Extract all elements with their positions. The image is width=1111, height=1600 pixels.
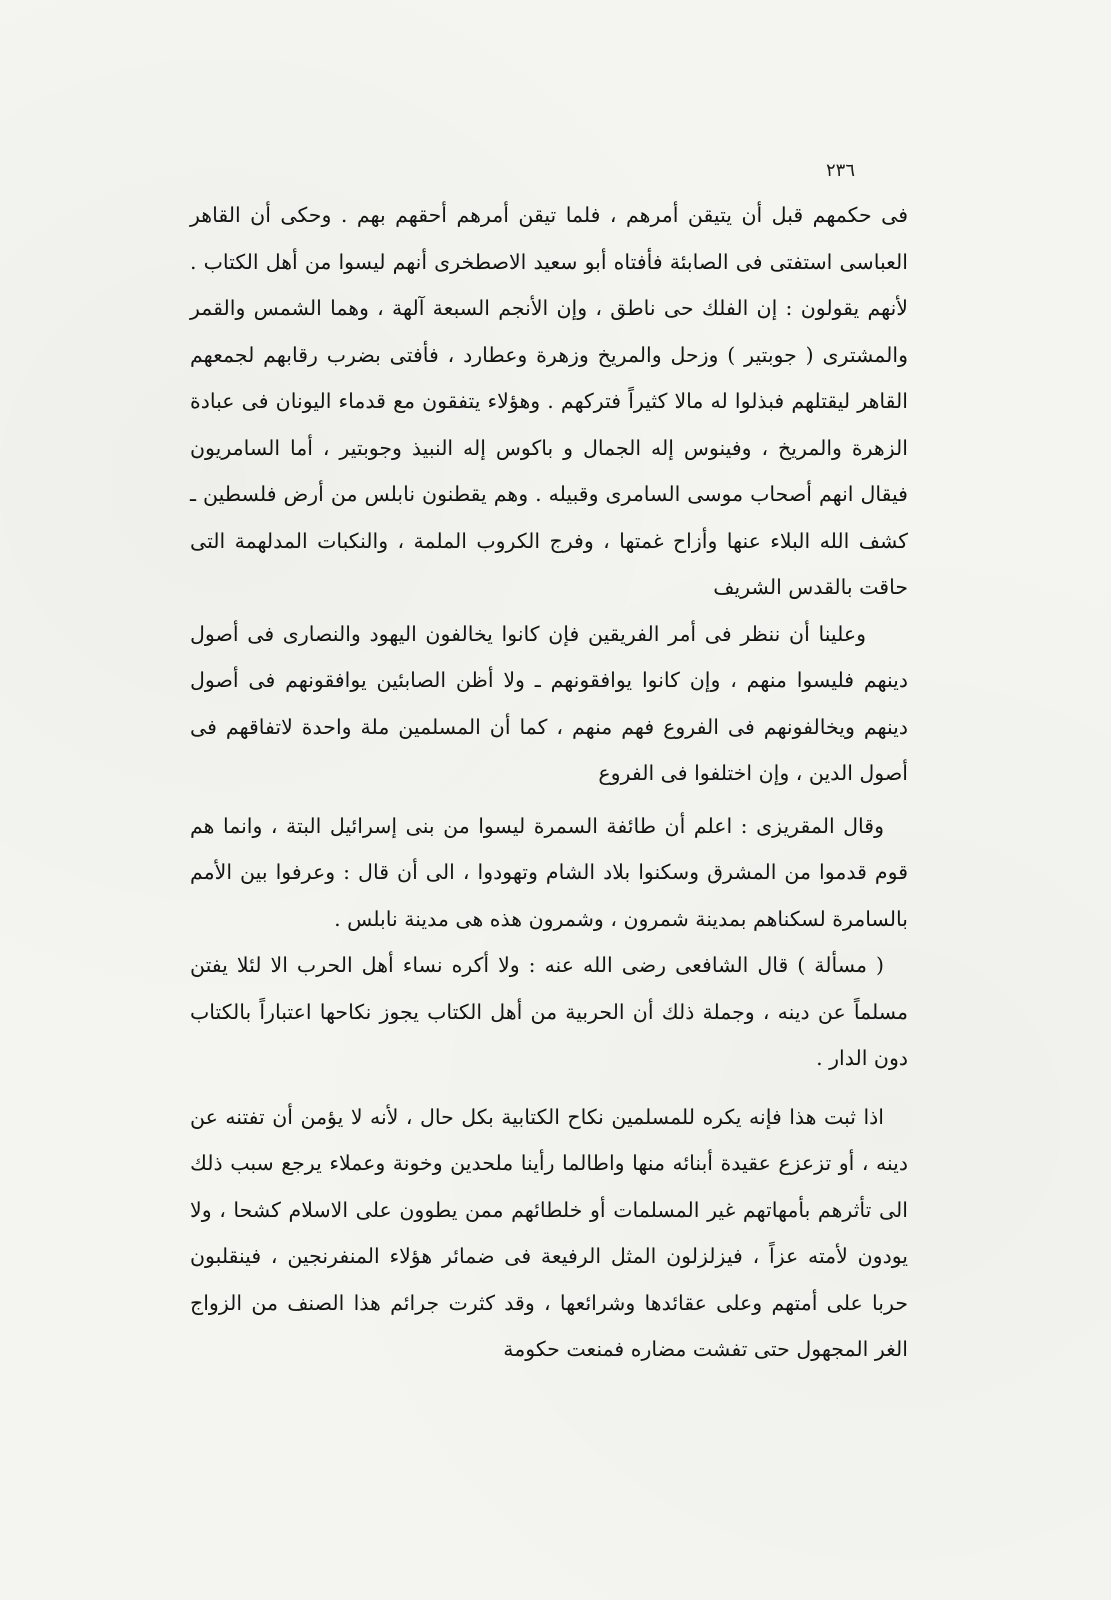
paragraph-4: ( مسألة ) قال الشافعى رضى الله عنه : ولا أكره نساء أهل الحرب الا لئلا يفتن مسلماً عن دينه ، وجملة ذلك أن الحربية من أهل الكتاب يجوز نكاحها اعتباراً بالكتاب دون الدار . xyxy=(190,953,908,1070)
page-number: ٢٣٦ xyxy=(826,160,856,181)
paragraph-2: وعلينا أن ننظر فى أمر الفريقين فإن كانوا يخالفون اليهود والنصارى فى أصول دينهم فليسوا منهم ، وإن كانوا يوافقونهم ـ ولا أظن الصابئين يوافقونهم فى أصول دينهم ويخالفونهم فى الفروع فهم منهم ، كما أن المسلمين ملة واحدة لاتفاقهم فى أصول الدين ، وإن اختلفوا فى الفروع xyxy=(190,621,908,785)
paragraph-1: فى حكمهم قبل أن يتيقن أمرهم ، فلما تيقن أمرهم أحقهم بهم . وحكى أن القاهر العباسى استفتى فى الصابئة فأفتاه أبو سعيد الاصطخرى أنهم ليسوا من أهل الكتاب . لأنهم يقولون : إن الفلك حى ناطق ، وإن الأنجم السبعة آلهة ، وهما الشمس والقمر والمشترى ( جوبتير ) وزحل والمريخ وزهرة وعطارد ، فأفتى بضرب رقابهم لجمعهم القاهر ليقتلهم فبذلوا له مالا كثيراً فتركهم . وهؤلاء يتفقون مع قدماء اليونان فى عبادة الزهرة والمريخ ، وفينوس إله الجمال و باكوس إله النبيذ وجوبتير ، أما السامريون فيقال انهم أصحاب موسى السامرى وقبيله . وهم يقطنون نابلس من أرض فلسطين ـ كشف الله البلاء عنها وأزاح غمتها ، وفرج الكروب الملمة ، والنكبات المدلهمة التى حاقت بالقدس الشريف xyxy=(190,203,908,599)
paragraph-3: وقال المقريزى : اعلم أن طائفة السمرة ليسوا من بنى إسرائيل البتة ، وانما هم قوم قدموا من المشرق وسكنوا بلاد الشام وتهودوا ، الى أن قال : وعرفوا بين الأمم بالسامرة لسكناهم بمدينة شمرون ، وشمرون هذه هى مدينة نابلس . xyxy=(190,813,908,931)
body-text xyxy=(190,192,908,1373)
paragraph-5: اذا ثبت هذا فإنه يكره للمسلمين نكاح الكتابية بكل حال ، لأنه لا يؤمن أن تفتنه عن دينه ، أو تزعزع عقيدة أبنائه منها واطالما رأينا ملحدين وخونة وعملاء يرجع سبب ذلك الى تأثرهم بأمهاتهم غير المسلمات أو خلطائهم ممن يطوون على الاسلام كشحا ، ولا يودون لأمته عزاً ، فيزلزلون المثل الرفيعة فى ضمائر هؤلاء المنفرنجين ، فينقلبون حربا على أمتهم وعلى عقائدها وشرائعها ، وقد كثرت جرائم هذا الصنف من الزواج الغر المجهول حتى تفشت مضاره فمنعت حكومة xyxy=(190,1104,908,1361)
